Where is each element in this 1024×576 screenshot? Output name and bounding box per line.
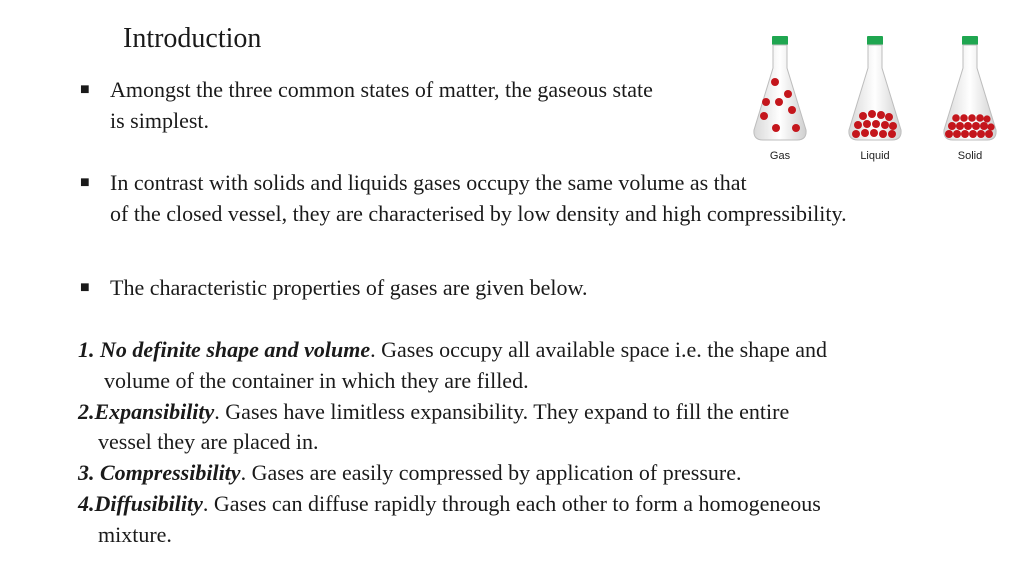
gas-flask-icon [754, 36, 806, 140]
bullet-text-line: is simplest. [110, 108, 210, 133]
bullet-text-line: of the closed vessel, they are characterised by low density and high compressibility. [110, 201, 847, 226]
bullet-item [80, 272, 980, 303]
gas-caption: Gas [769, 150, 791, 162]
property-item: 3. Compressibility. Gases are easily compressed by application of pressure. [78, 460, 742, 486]
property-item: 1. No definite shape and volume. Gases occupy all available space i.e. the shape and volume of the container in which they are filled. [78, 335, 978, 397]
bullet-item [80, 167, 980, 229]
bullet-text-line: Amongst the three common states of matter, the gaseous state [110, 77, 653, 102]
bullet-text-line: In contrast with solids and liquids gases occupy the same volume as that [110, 170, 747, 195]
solid-flask-icon [944, 36, 996, 140]
solid-caption: Solid [957, 150, 983, 162]
property-description: Gases are easily compressed by application of pressure. [246, 460, 742, 486]
property-continuation: vessel they are placed in. [98, 429, 319, 455]
property-description: Gases occupy all available space i.e. the shape and [375, 337, 828, 362]
property-continuation: volume of the container in which they are filled. [104, 367, 529, 393]
flasks-illustration [748, 30, 1008, 150]
property-term: 3. Compressibility [78, 460, 241, 486]
slide-title: Introduction [123, 23, 262, 54]
liquid-caption: Liquid [860, 150, 890, 162]
property-term: 2.Expansibility [78, 398, 215, 424]
bullet-text-line: The characteristic properties of gases are given below. [110, 275, 588, 300]
property-term: 1. No definite shape and volume [78, 337, 371, 362]
property-description: Gases can diffuse rapidly through each other to form a homogeneous [208, 490, 821, 516]
properties-list [78, 335, 978, 551]
property-description: Gases have limitless expansibility. They expand to fill the entire [219, 398, 790, 424]
liquid-flask-icon [849, 36, 901, 140]
property-term: 4.Diffusibility [78, 490, 203, 516]
bullet-item [80, 74, 760, 136]
square-bullet-icon: ■ [80, 81, 90, 98]
property-continuation: mixture. [98, 521, 172, 547]
square-bullet-icon: ■ [80, 279, 90, 296]
states-of-matter-figure [748, 30, 1008, 170]
property-item: 4.Diffusibility. Gases can diffuse rapidly through each other to form a homogeneous mixture. [78, 489, 978, 551]
square-bullet-icon: ■ [80, 174, 90, 191]
property-item: 2.Expansibility. Gases have limitless expansibility. They expand to fill the entire vessel they are placed in. [78, 397, 978, 459]
